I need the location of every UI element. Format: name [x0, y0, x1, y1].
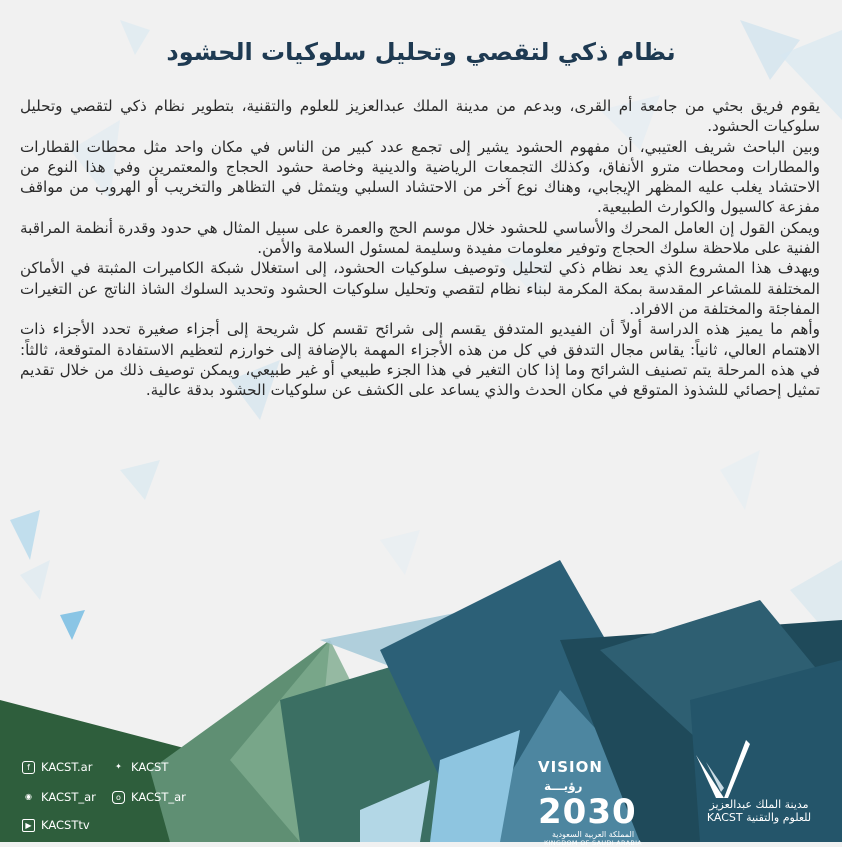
- snapchat-icon: ◉: [25, 791, 32, 801]
- instagram-icon: o: [112, 791, 125, 804]
- kingdom-arabic: المملكة العربية السعودية: [551, 830, 635, 839]
- facebook-link[interactable]: [22, 760, 92, 774]
- paragraph: وأهم ما يميز هذه الدراسة أولاً أن الفيديو المتدفق يقسم إلى شرائح تقسم كل شريحة إلى أجزاء صغيرة تحدد الأجزاء ذات الاهتمام العالي، ثانياً: يقاس مجال التدفق في كل من هذه الأجزاء المهمة بالإضافة إلى خوارزم لتعظيم الاستفادة المتوقعة، ثالثاً: في هذه المرحلة يتم تصنيف الشرائح وما إذا كان التغير في هذا الجزء طبيعي أو غير طبيعي، ويمكن توصيف ذلك من خلال تقديم تمثيل إحصائي للشذوذ المتوقع في مكان الحدث والذي يساعد على الكشف عن سلوكيات الحشود بدقة عالية.: [20, 320, 820, 400]
- facebook-icon: f: [22, 761, 35, 774]
- twitter-link[interactable]: [112, 760, 168, 774]
- twitter-handle: KACST: [131, 760, 169, 774]
- youtube-icon: ▶: [22, 819, 35, 832]
- instagram-handle: KACST_ar: [131, 790, 186, 804]
- paragraph: ويمكن القول إن العامل المحرك والأساسي للحشود خلال موسم الحج والعمرة على سبيل المثال هي حدود وقدرة أنظمة المراقبة الفنية على ملاحظة سلوك الحجاج وتوفير معلومات مفيدة وسليمة لمسئول السلامة والأمن.: [20, 218, 820, 258]
- article-body: [20, 96, 820, 400]
- youtube-handle: KACSTtv: [41, 818, 90, 832]
- facebook-handle: KACST.ar: [41, 760, 93, 774]
- social-links: [22, 760, 212, 840]
- kacst-logo: [694, 740, 824, 824]
- vision-2030-logo: [538, 758, 648, 847]
- vision-year: 2030: [538, 792, 637, 832]
- kacst-name-line2: للعلوم والتقنية KACST: [706, 811, 812, 824]
- twitter-icon: ✦: [115, 761, 122, 771]
- paragraph: ويهدف هذا المشروع الذي يعد نظام ذكي لتحليل وتوصيف سلوكيات الحشود، إلى استغلال شبكة الكاميرات المثبتة في الأماكن المختلفة للمشاعر المقدسة بمكة المكرمة لبناء نظام لتقصي وتحليل سلوكيات الحشود وتحديد السلوك الشاذ الناتج عن التغيرات المفاجئة والمختلفة من الافراد.: [20, 259, 820, 318]
- page-title: نظام ذكي لتقصي وتحليل سلوكيات الحشود: [166, 38, 676, 66]
- paragraph: يقوم فريق بحثي من جامعة أم القرى، وبدعم من مدينة الملك عبدالعزيز للعلوم والتقنية، بتطوير نظام ذكي لتقصي وتحليل سلوكيات الحشود.: [20, 97, 820, 136]
- kacst-name-line1: مدينة الملك عبدالعزيز: [709, 798, 809, 811]
- youtube-link[interactable]: [22, 818, 90, 832]
- kacst-mark-icon: [694, 740, 754, 800]
- instagram-link[interactable]: [112, 790, 186, 804]
- snapchat-handle: KACST_ar: [41, 790, 96, 804]
- paragraph: وبين الباحث شريف العتيبي، أن مفهوم الحشود يشير إلى تجمع عدد كبير من الناس في مكان واحد مثل محطات القطارات والمطارات ومحطات مترو الأنفاق، وكذلك التجمعات الرياضية والدينية وخاصة حشود الحجاج والمعتمرين وفي هذا النوع من الاحتشاد يغلب عليه المظهر الإيجابي، وهناك نوع آخر من الاحتشاد السلبي ويتمثل في التظاهر والتخريب أو الهروب من مواقف مفزعة كالسيول والكوارث الطبيعية.: [20, 137, 820, 217]
- vision-label: VISION رؤيـــة: [538, 758, 603, 793]
- kingdom-english: KINGDOM OF SAUDI ARABIA: [543, 839, 643, 847]
- snapchat-link[interactable]: [22, 790, 96, 804]
